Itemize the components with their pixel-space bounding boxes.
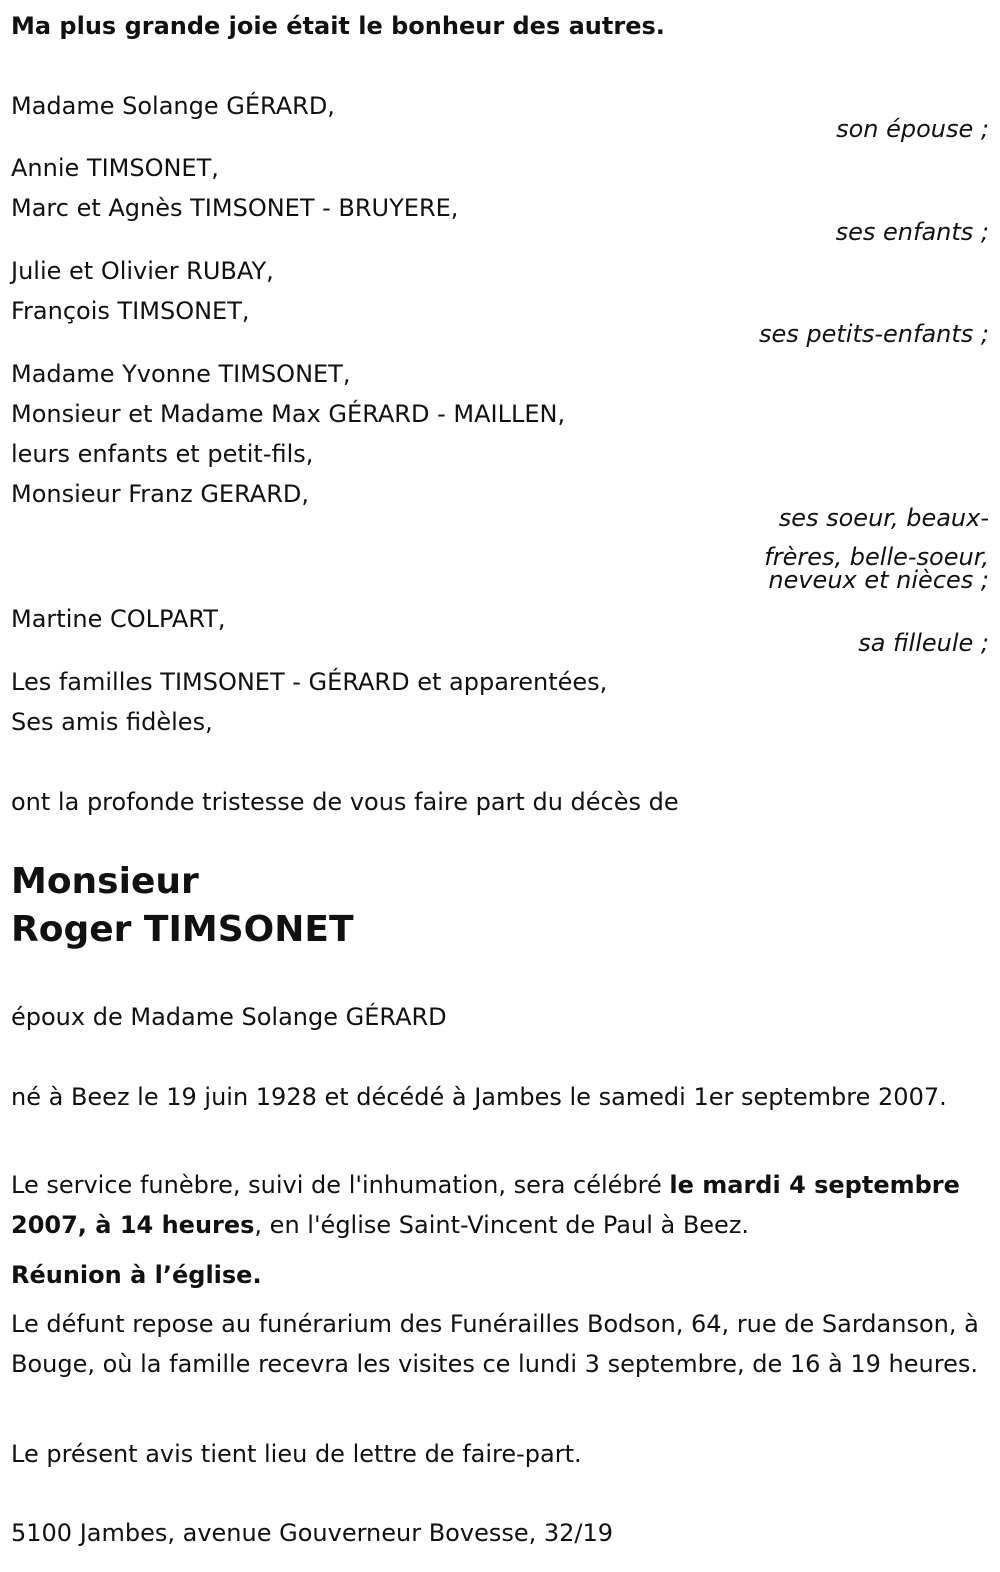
service-date: le mardi 4 septembre 2007, à 14 heures bbox=[11, 1171, 960, 1239]
service-text: Le service funèbre, suivi de l'inhumation, sera célébré bbox=[11, 1171, 670, 1199]
family-name-line: Madame Yvonne TIMSONET, bbox=[11, 360, 351, 388]
relation-label: frères, belle-soeur, bbox=[764, 543, 989, 571]
reunion-line: Réunion à l’église. bbox=[11, 1261, 262, 1289]
relation-label: ses enfants ; bbox=[835, 218, 989, 246]
relation-label: son épouse ; bbox=[836, 115, 989, 143]
service-paragraph bbox=[11, 1165, 989, 1245]
notice-line: Le présent avis tient lieu de lettre de faire-part. bbox=[11, 1440, 582, 1468]
deceased-name: Roger TIMSONET bbox=[11, 909, 354, 950]
deceased-title: Monsieur bbox=[11, 861, 199, 902]
family-name-line: Les familles TIMSONET - GÉRARD et apparentées, bbox=[11, 668, 608, 696]
family-name-line: leurs enfants et petit-fils, bbox=[11, 440, 314, 468]
address-line: 5100 Jambes, avenue Gouverneur Bovesse, 32/19 bbox=[11, 1519, 614, 1547]
relation-label: neveux et nièces ; bbox=[768, 566, 989, 594]
family-name-line: Madame Solange GÉRARD, bbox=[11, 92, 335, 120]
visitation-paragraph: Le défunt repose au funérarium des Funérailles Bodson, 64, rue de Sardanson, à Bouge, où la famille recevra les visites ce lundi 3 septembre, de 16 à 19 heures. bbox=[11, 1310, 979, 1378]
relation-label: sa filleule ; bbox=[858, 629, 989, 657]
family-name-line: Monsieur Franz GERARD, bbox=[11, 480, 309, 508]
announcement: ont la profonde tristesse de vous faire part du décès de bbox=[11, 788, 679, 816]
family-name-line: François TIMSONET, bbox=[11, 297, 250, 325]
family-name-line: Ses amis fidèles, bbox=[11, 708, 213, 736]
birth-death-paragraph: né à Beez le 19 juin 1928 et décédé à Jambes le samedi 1er septembre 2007. bbox=[11, 1083, 947, 1111]
obituary-page bbox=[11, 0, 989, 1572]
family-name-line: Marc et Agnès TIMSONET - BRUYERE, bbox=[11, 194, 459, 222]
family-name-line: Annie TIMSONET, bbox=[11, 154, 219, 182]
relation-label: ses soeur, beaux- bbox=[778, 504, 989, 532]
spouse-line: époux de Madame Solange GÉRARD bbox=[11, 1003, 447, 1031]
relation-label: ses petits-enfants ; bbox=[758, 320, 989, 348]
family-name-line: Martine COLPART, bbox=[11, 605, 226, 633]
service-place: , en l'église Saint-Vincent de Paul à Beez. bbox=[254, 1211, 750, 1239]
family-name-line: Monsieur et Madame Max GÉRARD - MAILLEN, bbox=[11, 400, 566, 428]
family-name-line: Julie et Olivier RUBAY, bbox=[11, 257, 274, 285]
motto: Ma plus grande joie était le bonheur des autres. bbox=[11, 12, 665, 40]
